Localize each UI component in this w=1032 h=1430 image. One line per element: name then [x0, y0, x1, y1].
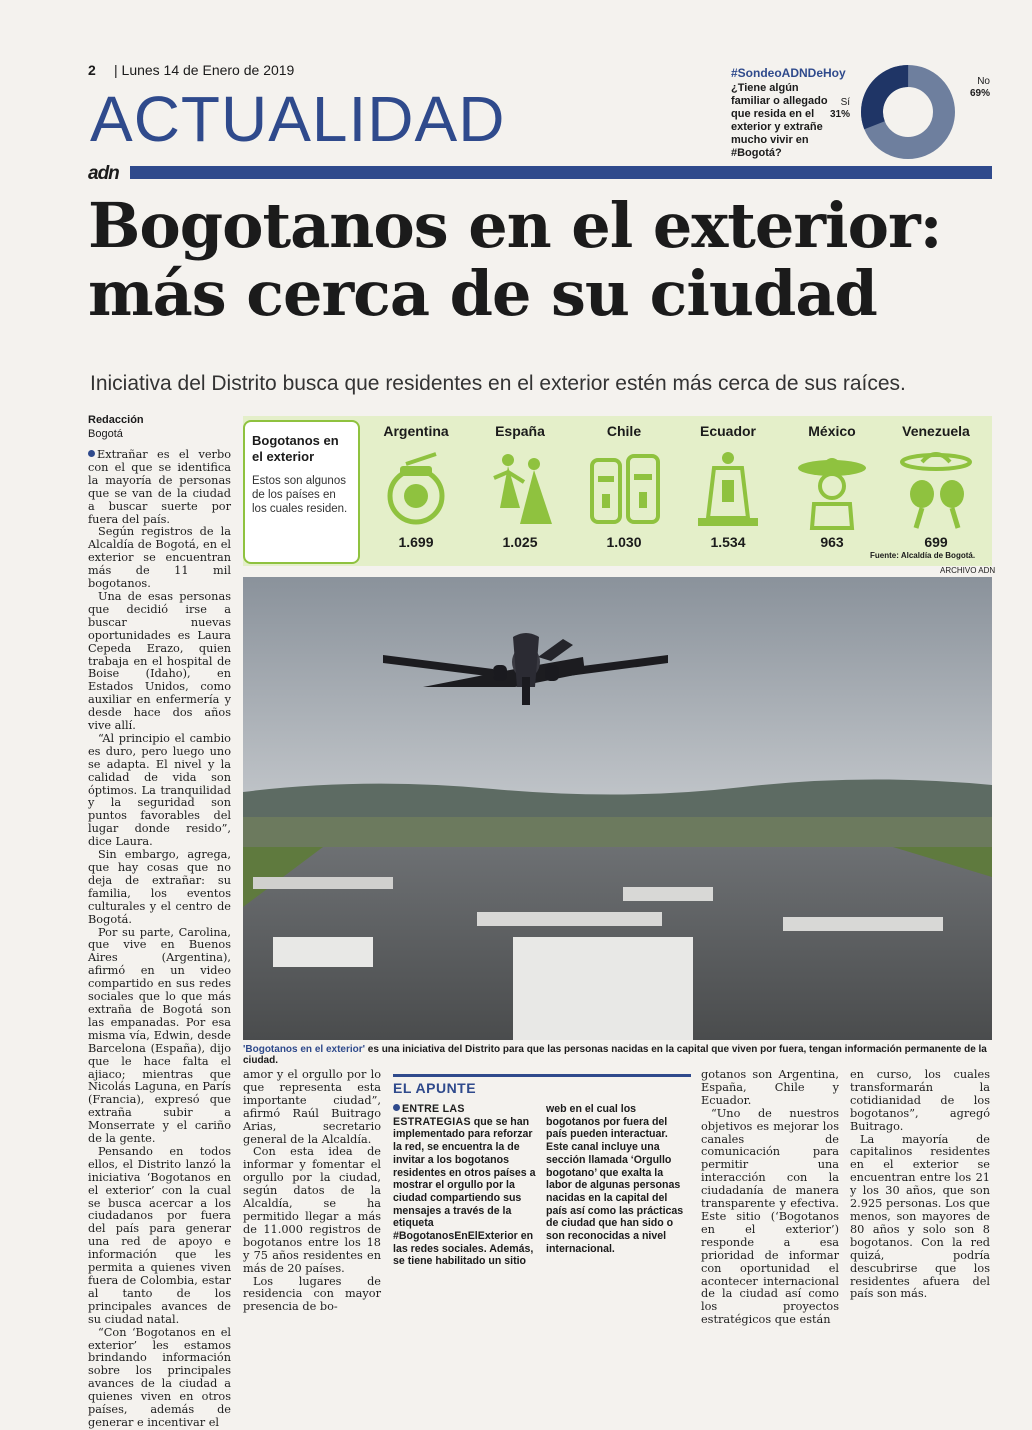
infographic-title: Bogotanos en el exterior: [252, 433, 339, 464]
infographic-subtitle: Estos son algunos de los países en los cuales residen.: [252, 475, 348, 515]
page-number: 2: [88, 62, 96, 78]
poll-no-label: No: [977, 76, 990, 87]
paragraph: Sin embargo, agrega, que hay cosas que no deja de extrañar: su familia, los eventos culturales y el centro de Bogotá.: [88, 848, 231, 926]
equator-monument-icon: [688, 448, 768, 530]
headline-line-1: Bogotanos en el exterior:: [88, 189, 942, 262]
country-name: Ecuador: [699, 423, 756, 439]
photo-credit: ARCHIVO ADN: [940, 566, 996, 575]
paragraph: Pensando en todos ellos, el Distrito lanzó la iniciativa ‘Bogotanos en el exterior’ con la cual se busca acercar a los ciudadanos por fuera del país para generar una red de apoyo e información que les permita a quienes viven fuera de Colombia, estar al tanto de los principales avances de su ciudad natal.: [88, 1144, 231, 1326]
paragraph: Extrañar es el verbo con el que se identifica la mayoría de personas que se van de la ciudad a buscar suerte por fuera del país.: [88, 448, 231, 526]
paragraph: La mayoría de capitalinos residentes en el exterior se encuentran entre los 21 y los 30 años, que son 2.925 personas. Los que menos, son mayores de 80 años y solo son 8 bogotanos. Con la red quizá, podría descubrirse que los residentes afuera del país son más.: [850, 1132, 990, 1301]
paragraph: “Uno de nuestros objetivos es mejorar los canales de comunicación para permitir una interacción con la ciudadanía de manera transparente y efectiva. Este sitio (‘Bogotanos en el exterior’) responde a esa prioridad de informar con oportunidad el acontecer internacional de la ciudad así como los proyectos estratégicos que están: [701, 1106, 839, 1327]
country-name: Argentina: [383, 423, 449, 439]
flamenco-dancers-icon: [480, 448, 560, 530]
poll-donut-chart: [860, 64, 956, 160]
country-count: 1.699: [398, 534, 434, 550]
section-rule: [130, 166, 992, 179]
paragraph: Con esta idea de informar y fomentar el orgullo por la ciudad, según datos de la Alcaldía, se ha permitido llegar a más de 11.000 registros de bogotanos entre los 18 y 75 años residentes en más de 20 países.: [243, 1145, 381, 1275]
country-count: 699: [924, 534, 948, 550]
infographic-source: Fuente: Alcaldía de Bogotá.: [870, 551, 976, 560]
paragraph: Una de esas personas que decidió irse a buscar nuevas oportunidades es Laura Cepeda Erazo, quien trabaja en el hospital de Boise (Idaho), en Estados Unidos, como auxiliar en enfermería y desde hace dos años vive allí.: [88, 589, 231, 733]
apunte-column-1: [393, 1103, 538, 1268]
moai-statues-icon: [584, 448, 664, 530]
poll-yes-value: 31%: [830, 109, 851, 120]
issue-date: | Lunes 14 de Enero de 2019: [114, 62, 295, 78]
bullet-icon: [88, 450, 95, 457]
deck: Iniciativa del Distrito busca que residentes en el exterior estén más cerca de sus raíces.: [90, 372, 906, 395]
poll-hashtag: #SondeoADNDeHoy: [731, 66, 846, 80]
mate-cup-icon: [376, 448, 456, 530]
paragraph: Según registros de la Alcaldía de Bogotá, en el exterior se encuentran más de 11 mil bogotanos.: [88, 525, 231, 591]
brand-logo: adn: [88, 163, 119, 184]
country-count: 963: [820, 534, 844, 550]
paragraph: Por su parte, Carolina, que vive en Buenos Aires (Argentina), afirmó en un video compartido en sus redes sociales que lo que más extraña de Bogotá son las empanadas. Por esa misma vía, Edwin, desde Barcelona (España), dijo que le hace falta el ajiaco; mientras que Nicolás Laguna, en París (Francia), expresó que extraña subir a Monserrate y el cariño de la gente.: [88, 925, 231, 1146]
caption-lead: 'Bogotanos en el exterior': [243, 1044, 366, 1055]
apunte-text-a: que se han implementado para reforzar la red, se encuentra la de invitar a los bogotanos residentes en otros países a mostrar el orgullo por la ciudad compartiendo sus mensajes a través de la etiqueta #BogotanosEnElExterior en las redes sociales. Además, se tiene habilitado un sitio: [393, 1115, 536, 1268]
country-count: 1.534: [710, 534, 746, 550]
country-count: 1.030: [606, 534, 642, 550]
section-title: ACTUALIDAD: [90, 83, 506, 155]
byline-name: Redacción: [88, 414, 144, 426]
paragraph: Los lugares de residencia con mayor presencia de bo-: [243, 1274, 381, 1314]
country-name: México: [808, 423, 856, 439]
apunte-column-2: web en el cual los bogotanos por fuera del país pueden interactuar. Este canal incluye una sección llamada ‘Orgullo bogotano’ que exalta la labor de algunas personas nacidas en la capital del país así como las prácticas de ciudad que han sido o son reconocidas a nivel internacional.: [546, 1103, 684, 1255]
poll-no: [958, 76, 990, 100]
paragraph: “Al principio el cambio es duro, pero luego uno se adapta. El nivel y la calidad de vida son óptimos. La tranquilidad y la seguridad son puntos favorables del lugar donde resido”, dice Laura.: [88, 731, 231, 849]
poll-no-value: 69%: [969, 88, 990, 99]
maracas-hat-icon: [896, 448, 976, 530]
paragraph: “Con ‘Bogotanos en el exterior’ les estamos brindando información sobre los principales avances de la ciudad a quienes viven en otros países, además de generar e incentivar el: [88, 1325, 231, 1429]
airplane-runway-photo: [243, 577, 992, 1040]
article-column-2: [243, 1068, 381, 1314]
poll-yes-label: Sí: [840, 97, 851, 108]
headline-line-2: más cerca de su ciudad: [88, 257, 877, 330]
bullet-icon: [393, 1104, 400, 1111]
apunte-lead: ENTRE LAS ESTRATEGIAS: [393, 1103, 471, 1128]
article-column-4: [701, 1068, 839, 1327]
caption-text: es una iniciativa del Distrito para que las personas nacidas en la capital que viven por fuera, tengan información permanente de la ciudad.: [243, 1044, 987, 1066]
apunte-title: EL APUNTE: [393, 1074, 691, 1096]
country-name: España: [495, 423, 545, 439]
paragraph: amor y el orgullo por lo que representa esta importante ciudad”, afirmó Raúl Buitrago Arias, secretario general de la Alcaldía.: [243, 1068, 381, 1146]
headline: [88, 189, 1003, 330]
photo-caption: [243, 1044, 992, 1066]
article-column-5: [850, 1068, 990, 1301]
article-column-1: [88, 448, 231, 1429]
paragraph: en curso, los cuales transformarán la cotidianidad de los bogotanos”, agregó Buitrago.: [850, 1068, 990, 1133]
sombrero-mariachi-icon: [792, 448, 872, 530]
poll-question: ¿Tiene algún familiar o allegado que resida en el exterior y extrañe mucho vivir en #Bogotá?: [731, 82, 828, 159]
country-name: Chile: [606, 423, 642, 439]
paragraph: gotanos son Argentina, España, Chile y Ecuador.: [701, 1068, 839, 1107]
poll-yes: [830, 97, 850, 121]
country-count: 1.025: [502, 534, 538, 550]
byline-place: Bogotá: [88, 428, 123, 440]
country-name: Venezuela: [902, 423, 970, 439]
